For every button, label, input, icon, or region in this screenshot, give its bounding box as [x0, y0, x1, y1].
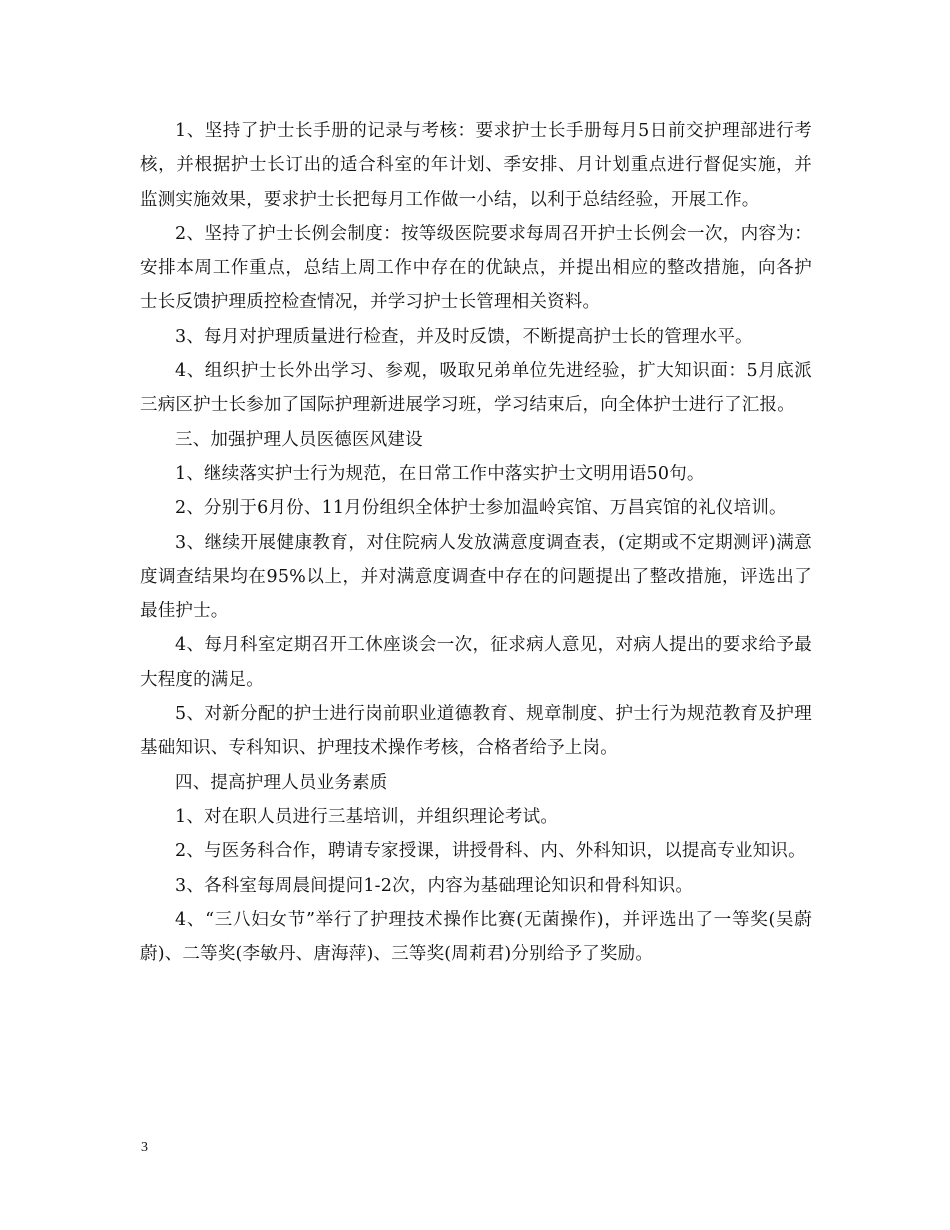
paragraph: 2、分别于6月份、11月份组织全体护士参加温岭宾馆、万昌宾馆的礼仪培训。	[175, 498, 787, 519]
paragraph: 1、坚持了护士长手册的记录与考核：要求护士长手册每月5日前交护理部进行考核，并根据护士长订出的适合科室的年计划、季安排、月计划重点进行督促实施，并监测实施效果，要求护士长把每月工作做一小结，以利于总结经验，开展工作。	[140, 121, 812, 210]
paragraph: 5、对新分配的护士进行岗前职业道德教育、规章制度、护士行为规范教育及护理基础知识、专科知识、护理技术操作考核，合格者给予上岗。	[140, 704, 812, 759]
paragraph: 4、“三八妇女节”举行了护理技术操作比赛(无菌操作)，并评选出了一等奖(吴蔚蔚)、二等奖(李敏丹、唐海萍)、三等奖(周莉君)分别给予了奖励。	[140, 909, 812, 965]
paragraph: 1、继续落实护士行为规范，在日常工作中落实护士文明用语50句。	[175, 463, 705, 484]
paragraph: 4、每月科室定期召开工休座谈会一次，征求病人意见，对病人提出的要求给予最大程度的满足。	[140, 635, 812, 690]
section-heading: 四、提高护理人员业务素质	[175, 772, 388, 793]
paragraph: 4、组织护士长外出学习、参观，吸取兄弟单位先进经验，扩大知识面：5月底派三病区护士长参加了国际护理新进展学习班，学习结束后，向全体护士进行了汇报。	[140, 361, 812, 416]
section-heading: 三、加强护理人员医德医风建设	[175, 429, 423, 450]
paragraph: 3、每月对护理质量进行检查，并及时反馈，不断提高护士长的管理水平。	[175, 326, 753, 347]
paragraph: 3、继续开展健康教育，对住院病人发放满意度调查表，(定期或不定期测评)满意度调查结果均在95%以上，并对满意度调查中存在的问题提出了整改措施，评选出了最佳护士。	[140, 532, 812, 622]
paragraph: 2、坚持了护士长例会制度：按等级医院要求每周召开护士长例会一次，内容为：安排本周工作重点，总结上周工作中存在的优缺点，并提出相应的整改措施，向各护士长反馈护理质控检查情况，并学习护士长管理相关资料。	[140, 223, 812, 313]
page-number: 3	[141, 1140, 148, 1155]
document-body	[140, 114, 812, 971]
paragraph: 3、各科室每周晨间提问1-2次，内容为基础理论知识和骨科知识。	[175, 875, 694, 896]
paragraph: 2、与医务科合作，聘请专家授课，讲授骨科、内、外科知识，以提高专业知识。	[175, 841, 806, 862]
paragraph: 1、对在职人员进行三基培训，并组织理论考试。	[175, 806, 559, 827]
